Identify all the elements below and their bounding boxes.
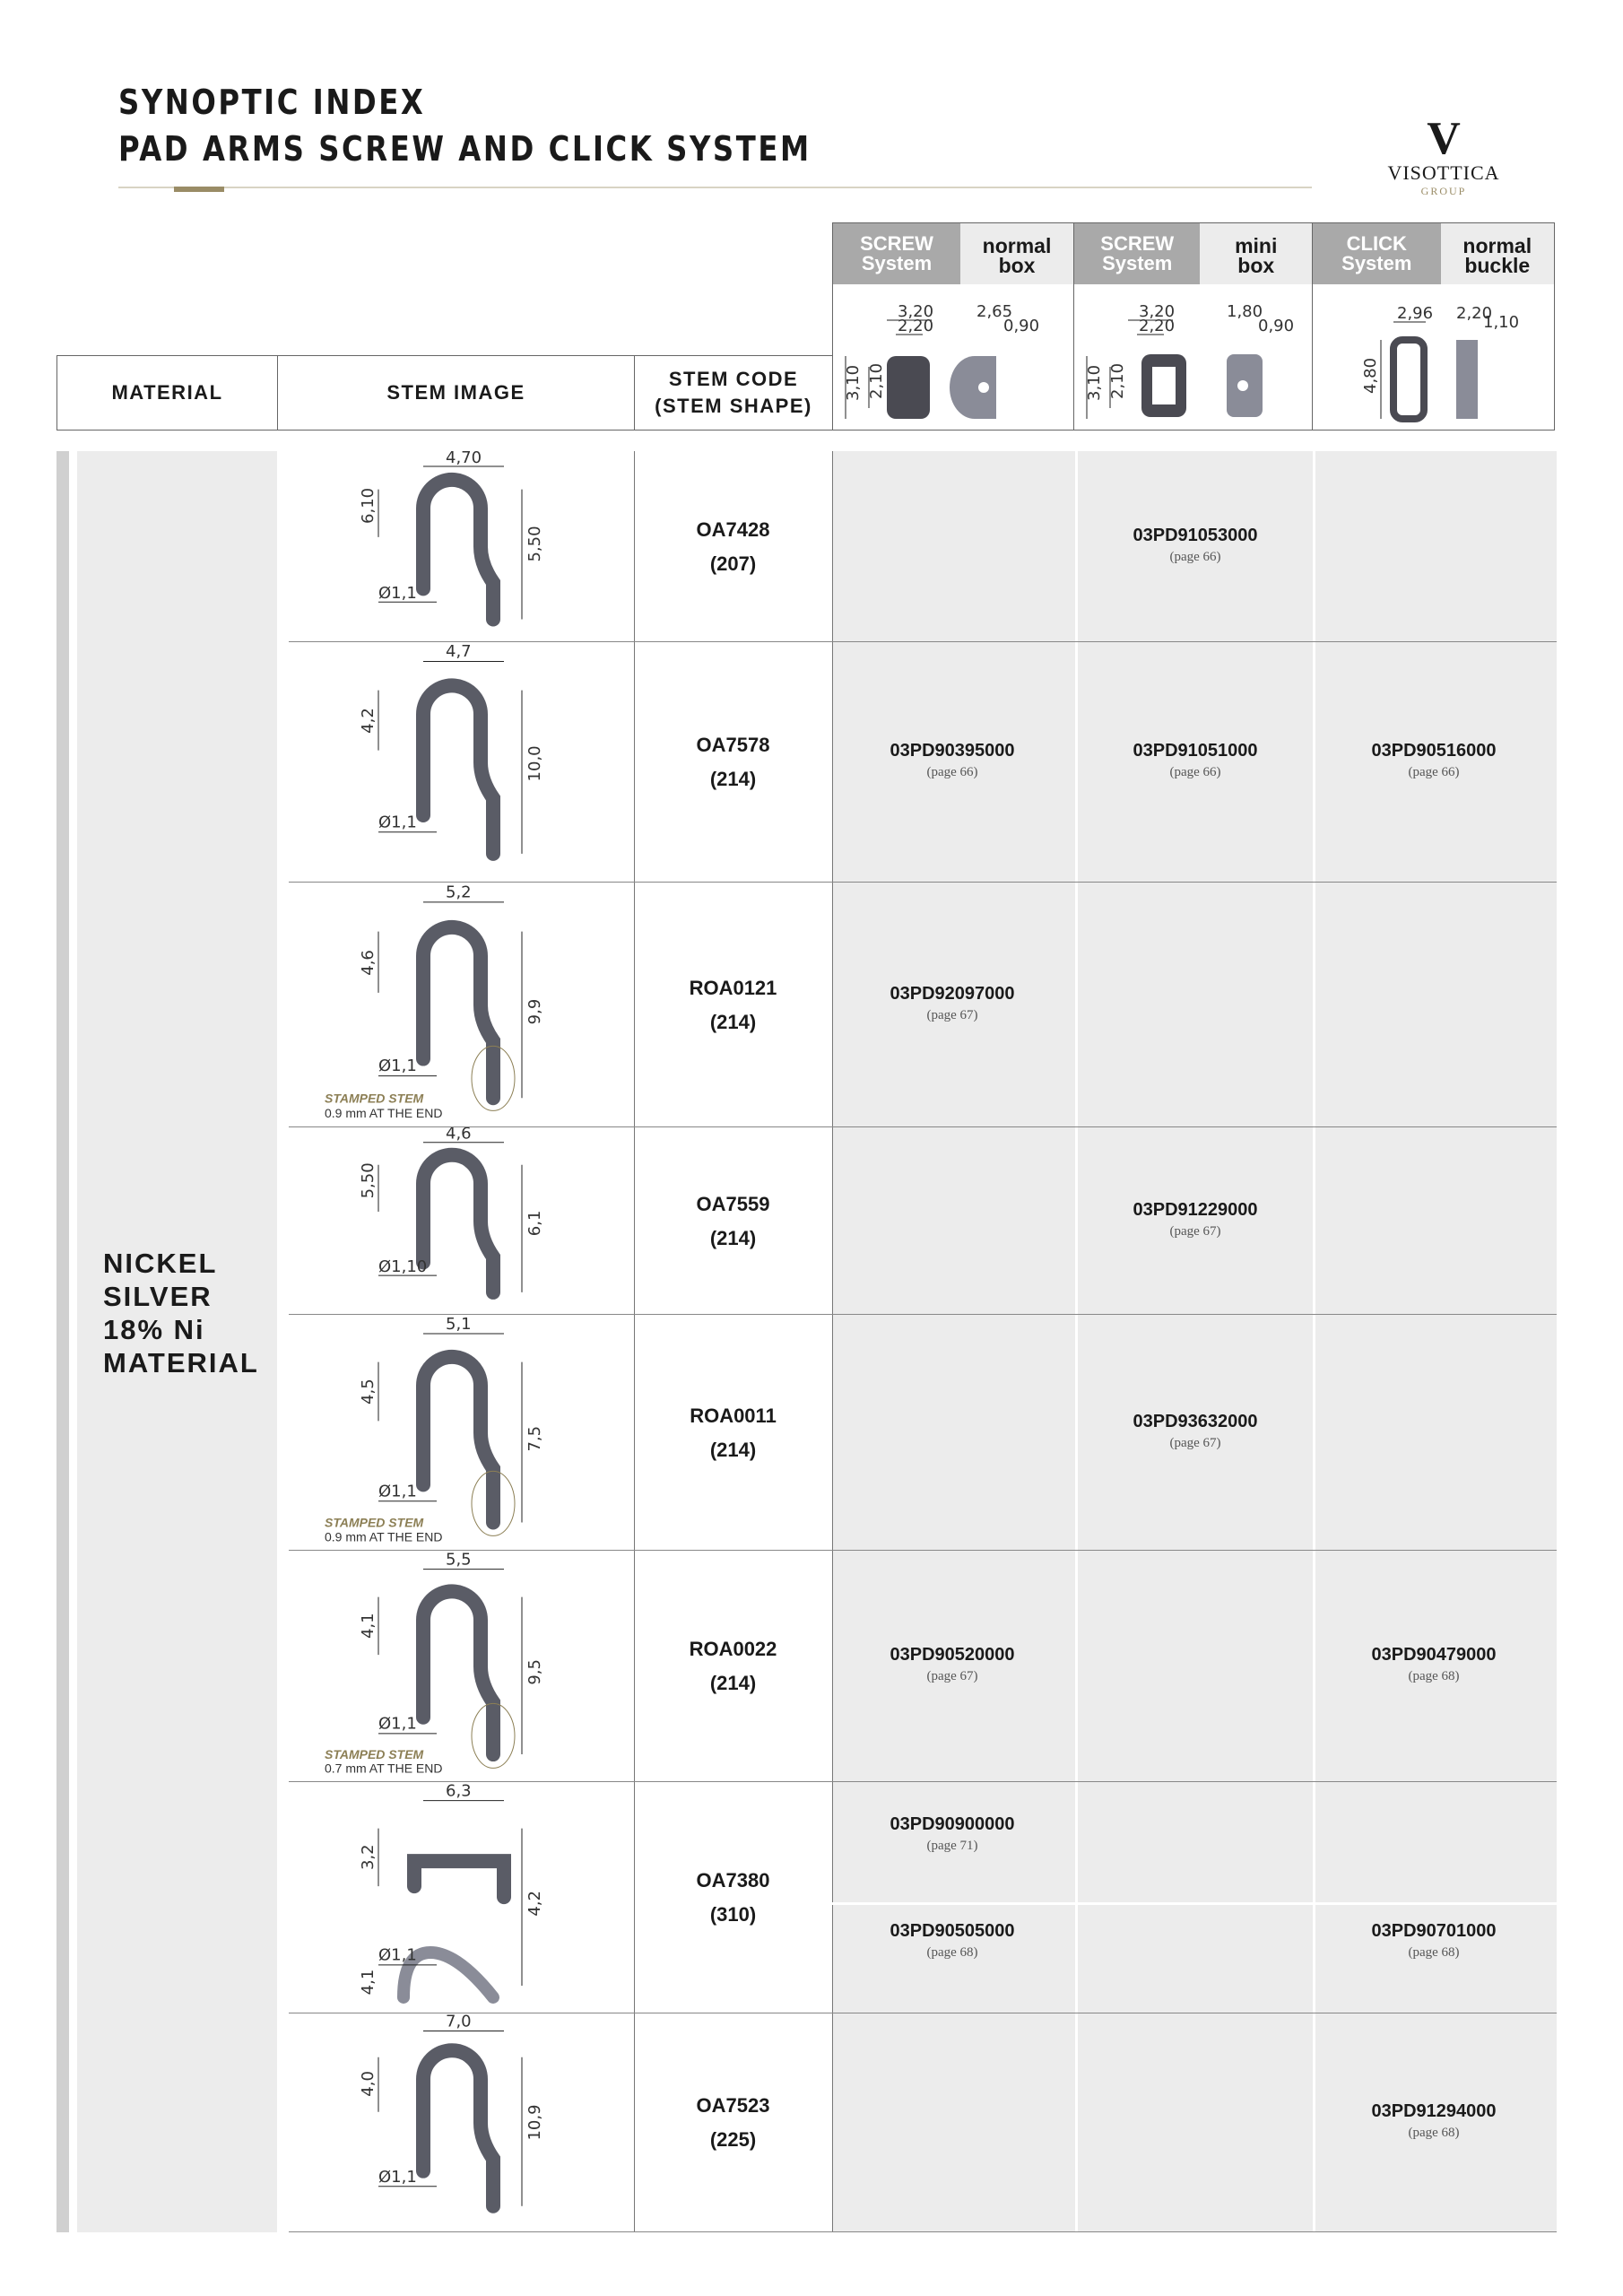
stem-shape-value: (207) [709, 552, 757, 575]
title-line-2: PAD ARMS SCREW AND CLICK SYSTEM [118, 129, 812, 169]
stem-code [634, 451, 832, 642]
dim-label: 2,96 [1397, 304, 1434, 323]
stem-image [289, 2013, 634, 2232]
dim-label: 2,65 [976, 302, 1013, 321]
part-number-click [1314, 1921, 1554, 1961]
dim-width: 5,5 [446, 1551, 472, 1570]
box-type [1200, 223, 1312, 284]
part-code: 03PD91051000 [1133, 741, 1258, 761]
material-name [103, 1247, 259, 1379]
dim-diameter: Ø1,1 [378, 584, 417, 604]
material-line: NICKEL [103, 1248, 218, 1279]
dim-height-right: 10,0 [525, 745, 544, 782]
stem-image [289, 1782, 634, 2013]
system-type-line: System [1102, 252, 1173, 274]
dim-diameter: Ø1,1 [378, 1714, 417, 1734]
part-code: 03PD91053000 [1133, 525, 1258, 545]
dim-width: 5,1 [446, 1315, 472, 1334]
box-type-line: normal [982, 234, 1052, 257]
stem-shape-value: (214) [709, 1010, 757, 1033]
part-code: 03PD93632000 [1133, 1411, 1258, 1431]
dim-label: 3,20 [898, 302, 934, 321]
table-row [289, 642, 1557, 883]
box-type [1441, 223, 1554, 284]
part-number-screw-mini [1075, 741, 1315, 780]
dim-label: 1,80 [1227, 302, 1263, 321]
table-row [289, 1782, 1557, 2013]
stem-image [289, 1315, 634, 1551]
stem-drawing [289, 1782, 634, 2013]
dim-label: 4,80 [1361, 357, 1380, 394]
dim-diameter: Ø1,1 [378, 2167, 417, 2187]
stamped-detail: 0.9 mm AT THE END [325, 1529, 443, 1544]
stem-shape-value: (225) [709, 2128, 757, 2151]
box-drawing [1074, 284, 1313, 430]
stem-drawing [289, 1315, 634, 1551]
table-row [289, 883, 1557, 1127]
material-label: MATERIAL [111, 381, 223, 404]
box-type-line: buckle [1464, 254, 1531, 277]
dim-height-left: 4,6 [359, 950, 378, 976]
part-code: 03PD91229000 [1133, 1199, 1258, 1220]
system-header-1 [1074, 222, 1313, 430]
stem-code [634, 1315, 832, 1551]
stem-code-value: ROA0011 [690, 1404, 777, 1427]
stamped-detail: 0.7 mm AT THE END [325, 1761, 443, 1776]
dim-width: 4,6 [446, 1127, 472, 1144]
part-code: 03PD90479000 [1371, 1645, 1497, 1665]
stem-image [289, 883, 634, 1127]
part-number-screw-mini [1075, 1412, 1315, 1451]
system-type [833, 223, 960, 284]
stem-code [634, 642, 832, 883]
dim-height-right: 5,50 [525, 526, 544, 562]
stem-drawing [289, 883, 634, 1127]
stem-image [289, 1127, 634, 1315]
logo-name: VISOTTICA [1387, 161, 1500, 184]
part-number-click [1314, 2101, 1554, 2141]
dim-diameter: Ø1,1 [378, 813, 417, 832]
stem-shape-side [404, 1952, 493, 1997]
column-header-stem-image [277, 355, 634, 430]
box-type [960, 223, 1073, 284]
page-ref: (page 68) [1408, 2126, 1460, 2140]
dim-height-right: 10,9 [525, 2104, 544, 2141]
dim-height-right: 9,5 [525, 1658, 544, 1685]
stem-shape-label: (STEM SHAPE) [655, 395, 812, 417]
dim-height-right: 9,9 [525, 998, 544, 1025]
system-type [1313, 223, 1441, 284]
part-number-screw-mini [1075, 1200, 1315, 1239]
box-type-line: mini [1235, 234, 1278, 257]
system-type-line: CLICK [1346, 232, 1407, 255]
dim-height-right: 7,5 [525, 1425, 544, 1452]
stem-image [289, 642, 634, 883]
page-ref: (page 71) [926, 1839, 978, 1854]
row-divider [289, 2231, 1557, 2232]
dim-label: 0,90 [1258, 317, 1295, 335]
dim-width: 5,2 [446, 883, 472, 902]
stem-code [634, 883, 832, 1127]
material-line: MATERIAL [103, 1347, 259, 1378]
stem-code-value: OA7559 [696, 1192, 770, 1215]
part-number-screw-normal [832, 1645, 1072, 1684]
box-side [950, 356, 996, 419]
box-type-line: normal [1462, 234, 1532, 257]
box-front [1152, 367, 1176, 404]
box-front [887, 356, 930, 419]
stem-code-value: OA7428 [696, 517, 770, 541]
dim-height-left: 4,0 [359, 2071, 378, 2097]
part-code: 03PD90900000 [890, 1814, 1015, 1835]
dim-height-right: 4,2 [525, 1890, 544, 1917]
dim-height-right: 6,1 [525, 1210, 544, 1237]
stem-shape-value: (310) [709, 1903, 757, 1926]
table-row [289, 1127, 1557, 1315]
system-type [1074, 223, 1200, 284]
page-ref: (page 66) [1169, 765, 1221, 779]
system-type-line: SCREW [860, 232, 933, 255]
page-ref: (page 66) [1408, 765, 1460, 779]
stem-code [634, 1782, 832, 2013]
stem-code-label: STEM CODE [668, 368, 799, 390]
table-row [289, 451, 1557, 642]
system-type-line: System [1341, 252, 1412, 274]
dim-label: 2,20 [1456, 304, 1493, 323]
dim-height-left: 3,2 [359, 1844, 378, 1871]
part-code: 03PD90701000 [1371, 1920, 1497, 1941]
stamped-note: STAMPED STEM [325, 1091, 424, 1106]
stem-shape [423, 685, 493, 853]
stem-image-label: STEM IMAGE [386, 381, 525, 404]
stem-shape-value: (214) [709, 1672, 757, 1694]
page-ref: (page 67) [926, 1669, 978, 1683]
box-drawing [1313, 284, 1555, 430]
dim-width: 7,0 [446, 2013, 472, 2031]
table-row [289, 1551, 1557, 1782]
title-line-1: SYNOPTIC INDEX [118, 83, 426, 122]
box-type-line: box [1237, 254, 1275, 277]
stem-image [289, 451, 634, 642]
dim-diameter: Ø1,1 [378, 1482, 417, 1501]
stem-shape [423, 2050, 493, 2206]
stem-code-value: ROA0121 [689, 976, 777, 999]
page-ref: (page 67) [1169, 1435, 1221, 1450]
part-code: 03PD90395000 [890, 741, 1015, 761]
title-accent [174, 187, 224, 192]
stamped-note: STAMPED STEM [325, 1515, 424, 1530]
page-ref: (page 68) [1408, 1669, 1460, 1683]
stem-shape-value: (214) [709, 1226, 757, 1249]
logo-group: GROUP [1420, 185, 1467, 197]
buckle-side [1456, 340, 1478, 419]
system-type-line: System [861, 252, 933, 274]
dim-label: 3,20 [1139, 302, 1176, 321]
dim-label: 0,90 [1003, 317, 1040, 335]
dim-diameter: Ø1,1 [378, 1945, 417, 1965]
system-header-0 [832, 222, 1074, 430]
dim-label: 3,10 [1085, 364, 1104, 401]
dim-height-left: 4,5 [359, 1378, 378, 1405]
dim-diameter: Ø1,10 [378, 1257, 428, 1276]
visottica-logo [1372, 113, 1515, 198]
page-ref: (page 68) [926, 1944, 978, 1960]
part-number-screw-mini [1075, 526, 1315, 565]
stem-shape-value: (214) [709, 768, 757, 790]
stem-drawing [289, 2013, 634, 2232]
material-bar [56, 451, 69, 2232]
part-number-click [1314, 1645, 1554, 1684]
dim-width: 4,7 [446, 642, 472, 662]
part-code: 03PD90516000 [1371, 741, 1497, 761]
stem-code-value: OA7380 [696, 1869, 770, 1892]
dim-width: 4,70 [446, 451, 482, 467]
row-split [832, 1902, 1557, 1905]
stem-drawing [289, 451, 634, 642]
stem-drawing [289, 1127, 634, 1315]
stem-shape [414, 1861, 504, 1897]
column-header-material [56, 355, 277, 430]
stem-shape [423, 1591, 493, 1754]
dim-height-side: 4,1 [359, 1969, 378, 1996]
box-type-line: box [998, 254, 1036, 277]
material-line: SILVER [103, 1281, 213, 1312]
part-number-screw-normal [832, 741, 1072, 780]
page-ref: (page 68) [1408, 1944, 1460, 1960]
part-code: 03PD91294000 [1371, 2101, 1497, 2121]
buckle-front [1393, 340, 1424, 419]
dim-diameter: Ø1,1 [378, 1057, 417, 1076]
stem-drawing [289, 642, 634, 883]
stem-code-value: OA7523 [696, 2094, 770, 2117]
system-header-2 [1313, 222, 1555, 430]
dim-label: 2,20 [1139, 317, 1176, 335]
page-ref: (page 67) [926, 1007, 978, 1022]
part-code: 03PD90520000 [890, 1645, 1015, 1665]
stem-shape-value: (214) [709, 1438, 757, 1461]
dim-label: 2,10 [1108, 362, 1127, 399]
page-ref: (page 66) [1169, 549, 1221, 564]
stem-drawing [289, 1551, 634, 1782]
stem-code-value: OA7578 [696, 734, 770, 756]
part-code: 03PD92097000 [890, 983, 1015, 1004]
material-line: 18% Ni [103, 1314, 205, 1345]
stamped-detail: 0.9 mm AT THE END [325, 1106, 443, 1121]
page-ref: (page 67) [1169, 1223, 1221, 1239]
stem-shape [423, 1357, 493, 1523]
dim-label: 1,10 [1483, 313, 1520, 332]
stem-image [289, 1551, 634, 1782]
dim-label: 3,10 [844, 364, 863, 401]
part-number-screw-normal [832, 1814, 1072, 1854]
stem-shape [423, 1155, 493, 1292]
column-header-stem-code [634, 355, 832, 430]
stem-code [634, 1127, 832, 1315]
title-rule [118, 187, 1312, 188]
logo-mark: V [1427, 113, 1461, 164]
dim-width: 6,3 [446, 1782, 472, 1801]
part-number-click [1314, 741, 1554, 780]
dim-height-left: 6,10 [359, 487, 378, 524]
dim-label: 2,20 [898, 317, 934, 335]
stem-code [634, 2013, 832, 2232]
part-number-screw-normal [832, 984, 1072, 1023]
part-number-screw-normal-b [832, 1921, 1072, 1961]
system-type-line: SCREW [1100, 232, 1175, 255]
part-code: 03PD90505000 [890, 1920, 1015, 1941]
table-row [289, 1315, 1557, 1551]
stem-shape [423, 927, 493, 1098]
stamped-note: STAMPED STEM [325, 1747, 424, 1762]
stem-shape [423, 480, 493, 620]
box-drawing [833, 284, 1075, 430]
stem-code [634, 1551, 832, 1782]
dim-height-left: 4,2 [359, 708, 378, 734]
table-row [289, 2013, 1557, 2232]
stem-code-value: ROA0022 [689, 1638, 777, 1660]
dim-height-left: 5,50 [359, 1162, 378, 1199]
dim-label: 2,10 [867, 362, 886, 399]
page-title [118, 79, 812, 172]
dim-height-left: 4,1 [359, 1613, 378, 1639]
page-ref: (page 66) [926, 765, 978, 779]
